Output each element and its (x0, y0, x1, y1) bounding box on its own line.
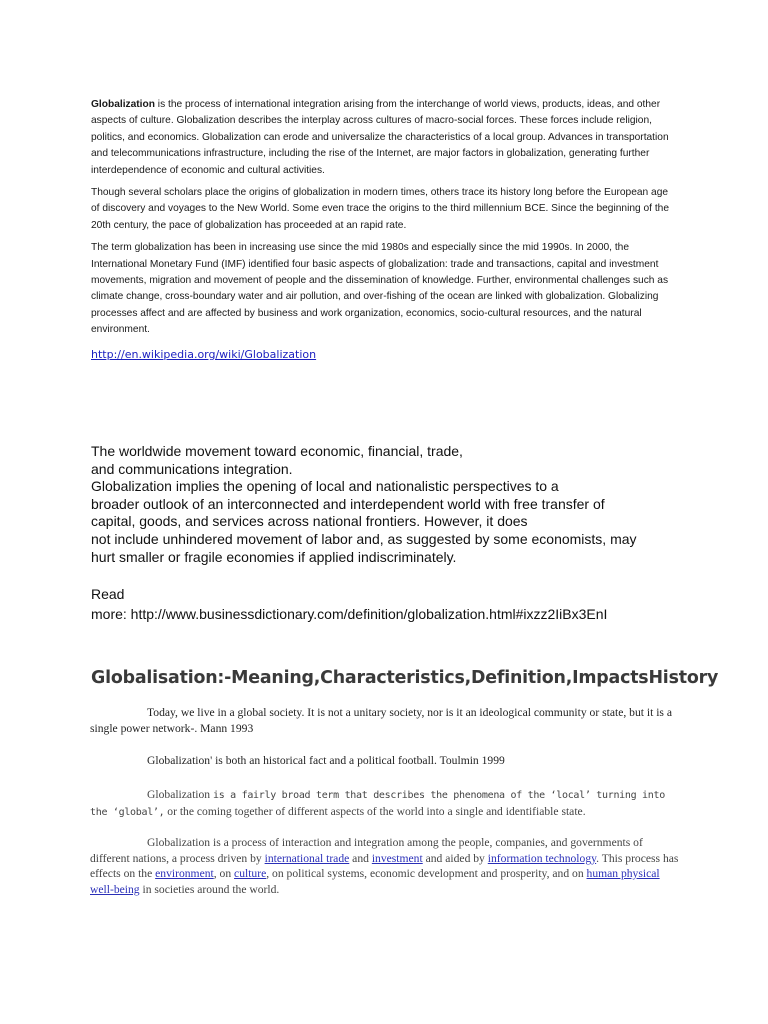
definition-start: Globalization (147, 788, 214, 801)
section-heading: Globalisation:-Meaning,Characteristics,Definition,ImpactsHistory (91, 668, 719, 688)
process-paragraph (90, 835, 680, 897)
process-text: . This process has effects on the (90, 851, 679, 880)
business-dictionary-excerpt (91, 443, 691, 566)
information-technology-link[interactable]: information technology (487, 851, 597, 865)
human-physical-well-being-link[interactable]: human physical well-being (90, 867, 660, 896)
international-trade-link[interactable]: international trade (264, 851, 350, 865)
wiki-paragraph-1-text: is the process of international integration arising from the interchange of world views, products, ideas, and other aspects of culture. Globalization describes the interplay across cultures of macro-social forces. These forces include religion, politics, and economics. Globalization can erode and universalize the characteristics of a local group. Advances in transportation and telecommunications infrastructure, including the rise of the Internet, are major factors in globalization, generating further interdependence of economic and cultural activities. (91, 99, 669, 176)
term-bold: Globalization (91, 99, 155, 110)
definition-middle: is a fairly broad term that describes the phenomena of the ‘local’ turning into the ‘global’, (90, 790, 665, 818)
quote-toulmin: Globalization' is both an historical fact and a political football. Toulmin 1999 (147, 754, 505, 767)
read-more-label: Read (91, 586, 125, 602)
bizdict-line: broader outlook of an interconnected and interdependent world with free transfer of (91, 495, 605, 512)
process-text: Globalization is a process of interaction and integration among the people, companies, and governments of different nations, a process driven by (90, 836, 643, 865)
wikipedia-link[interactable]: http://en.wikipedia.org/wiki/Globalization (91, 348, 317, 361)
process-text: and aided by (422, 851, 488, 865)
bizdict-line: Globalization implies the opening of local and nationalistic perspectives to a (91, 478, 559, 495)
bizdict-line: not include unhindered movement of labor and, as suggested by some economists, may (91, 530, 637, 547)
quote-mann: Today, we live in a global society. It is not a unitary society, nor is it an ideological community or state, but it is a single power network-. Mann 1993 (90, 706, 672, 735)
culture-link[interactable]: culture (234, 867, 267, 880)
bizdict-line: and communications integration. (91, 460, 293, 477)
wiki-paragraph-2: Though several scholars place the origins of globalization in modern times, others trace its history long before the European age of discovery and voyages to the New World. Some even trace the origins to the third millennium BCE. Since the beginning of the 20th century, the pace of globalization has proceeded at an rapid rate. (91, 187, 669, 231)
environment-link[interactable]: environment (155, 867, 214, 880)
bizdict-line: capital, goods, and services across national frontiers. However, it does (91, 513, 528, 530)
bizdict-line: The worldwide movement toward economic, financial, trade, (91, 443, 463, 459)
read-more-url: more: http://www.businessdictionary.com/definition/globalization.html#ixzz2IiBx3EnI (91, 606, 608, 622)
investment-link[interactable]: investment (371, 851, 423, 865)
process-text: in societies around the world. (139, 882, 280, 896)
wiki-paragraph-3: The term globalization has been in increasing use since the mid 1980s and especially since the mid 1990s. In 2000, the International Monetary Fund (IMF) identified four basic aspects of globalization: trade and transactions, capital and investment movements, migration and movement of people and the dissemination of knowledge. Further, environmental challenges such as climate change, cross-boundary water and air pollution, and over-fishing of the ocean are linked with globalization. Globalizing processes affect and are affected by business and work organization, economics, socio-cultural resources, and the natural environment. (91, 242, 669, 336)
process-text: , on (213, 867, 235, 880)
process-text: and (349, 851, 372, 865)
read-more-source (91, 584, 607, 624)
bizdict-line: hurt smaller or fragile economies if applied indiscriminately. (91, 548, 457, 565)
wikipedia-excerpt (91, 97, 679, 345)
definition-end: or the coming together of different aspects of the world into a single and identifiable state. (164, 804, 586, 818)
wiki-paragraph-1 (91, 97, 679, 179)
definition-paragraph (90, 787, 680, 820)
process-text: , on political systems, economic development and prosperity, and on (266, 867, 587, 880)
